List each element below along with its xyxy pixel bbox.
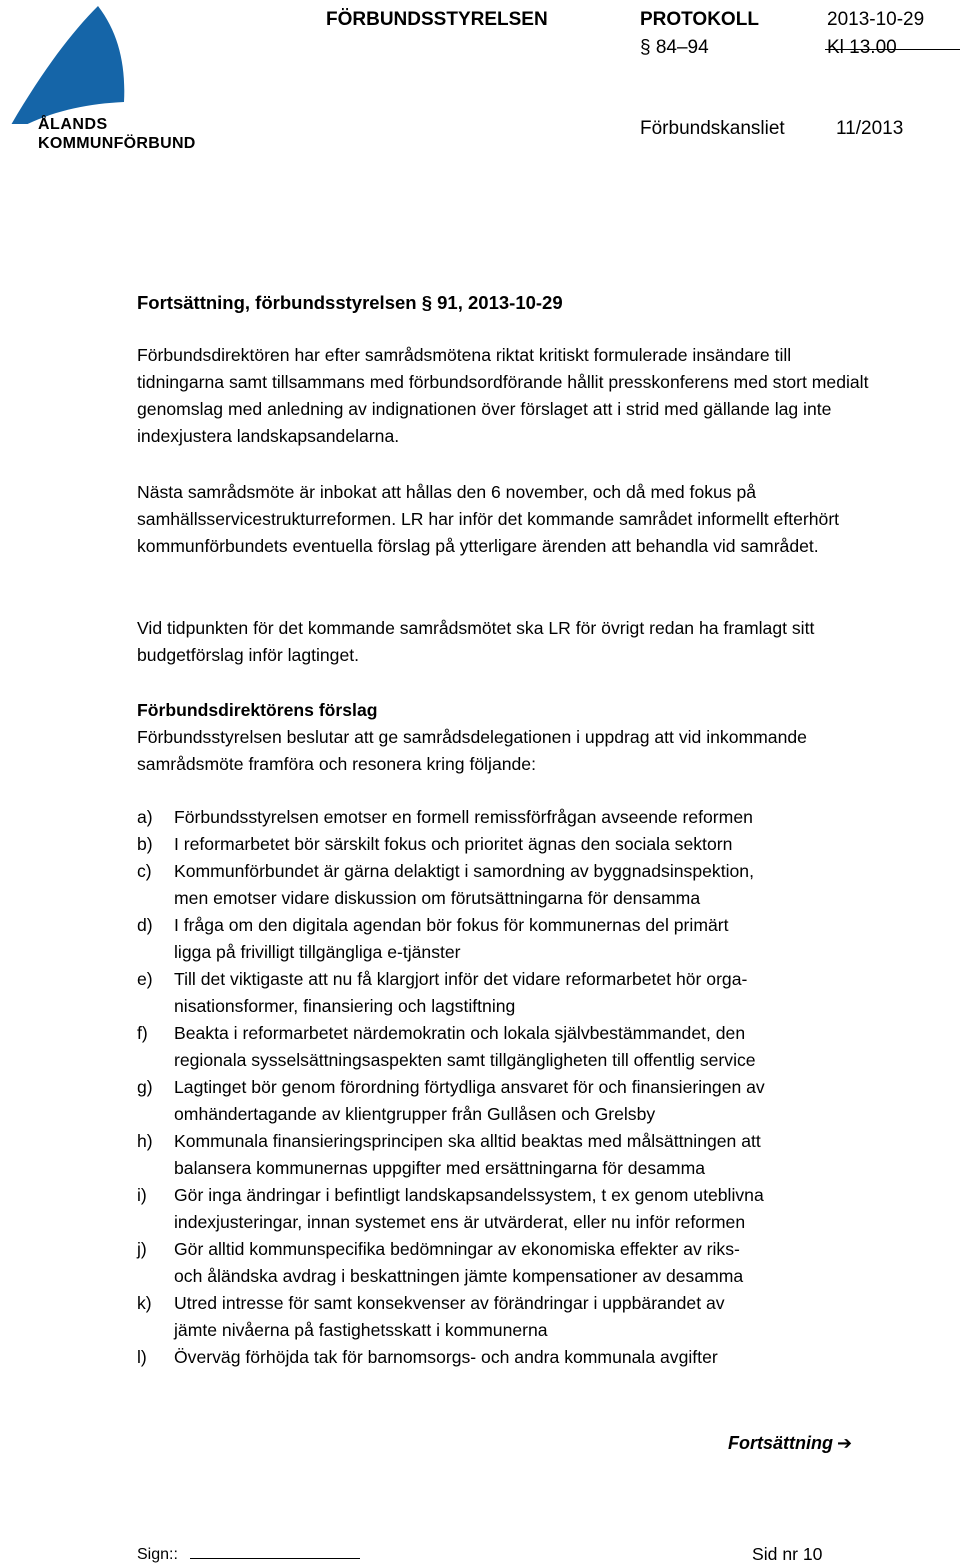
list-marker: f) [137,1023,148,1043]
logo-line-1: ÅLANDS [38,116,108,133]
header-time [827,36,960,60]
paragraph-3: Vid tidpunkten för det kommande samrådsmötet ska LR för övrigt redan ha framlagt sitt budgetförslag inför lagtinget. [137,618,815,665]
list-marker: k) [137,1293,152,1313]
list-item [137,1020,877,1074]
paragraph-1: Förbundsdirektören har efter samrådsmötena riktat kritiskt formulerade insändare till tidningarna samt tillsammans med förbundsordförande hållit presskonferens med stort medialt genomslag med anledning av indignationen över förslaget att i strid med gällande lag inte indexjustera landskapsandelarna. [137,345,869,446]
list-item [137,1344,877,1371]
list-marker: g) [137,1077,153,1097]
header-org: FÖRBUNDSSTYRELSEN [326,9,548,30]
proposal-list [137,804,877,1371]
list-item-text: Beakta i reformarbetet närdemokratin och lokala självbestämmandet, den regionala sysselsättningsaspekten samt tillgängligheten till offentlig service [174,1023,756,1070]
header-doc-type: PROTOKOLL [640,9,759,30]
header-paragraphs: § 84–94 [640,37,709,58]
header-time-text: Kl 13.00 [827,37,897,58]
list-item-text: Kommunala finansieringsprincipen ska alltid beaktas med målsättningen att balansera kommunernas uppgifter med ersättningarna för desamma [174,1131,761,1178]
logo [0,0,210,160]
list-marker: e) [137,969,153,989]
list-marker: c) [137,861,152,881]
list-item-text: Utred intresse för samt konsekvenser av förändringar i uppbärandet av jämte nivåerna på fastighetsskatt i kommunerna [174,1293,725,1340]
list-item [137,1290,877,1344]
signature-line [190,1544,360,1559]
header-office: Förbundskansliet [640,118,785,139]
list-item [137,858,877,912]
list-item-text: I reformarbetet bör särskilt fokus och prioritet ägnas den sociala sektorn [174,834,733,854]
list-item [137,831,877,858]
header-number: 11/2013 [836,118,904,139]
continuation-text: Fortsättning [728,1433,833,1453]
sail-logo-icon [0,4,130,124]
list-item-text: I fråga om den digitala agendan bör fokus för kommunernas del primärt ligga på frivilligt tillgängliga e-tjänster [174,915,729,962]
paragraph-2: Nästa samrådsmöte är inbokat att hållas den 6 november, och då med fokus på samhällsservicestrukturreformen. LR har inför det kommande samrådet informellt efterhört kommunförbundets eventuella förslag på ytterligare ärenden att behandla vid samrådet. [137,482,840,556]
list-marker: a) [137,807,153,827]
list-item [137,1236,877,1290]
list-marker: h) [137,1131,153,1151]
list-item-text: Överväg förhöjda tak för barnomsorgs- och andra kommunala avgifter [174,1347,718,1367]
list-marker: i) [137,1185,147,1205]
signature-field [137,1543,360,1567]
list-item-text: Kommunförbundet är gärna delaktigt i samordning av byggnadsinspektion, men emotser vidare diskussion om förutsättningarna för densamma [174,861,754,908]
list-item-text: Förbundsstyrelsen emotser en formell remissförfrågan avseende reformen [174,807,753,827]
list-item-text: Till det viktigaste att nu få klargjort inför det vidare reformarbetet hör orga- nisationsformer, finansiering och lagstiftning [174,969,748,1016]
page-number: Sid nr 10 [752,1544,823,1564]
signature-label: Sign:: [137,1546,178,1563]
proposal-intro: Förbundsstyrelsen beslutar att ge samrådsdelegationen i uppdrag att vid inkommande samrådsmöte framföra och resonera kring följande: [137,727,807,774]
proposal-heading: Förbundsdirektörens förslag [137,700,378,720]
list-item [137,1128,877,1182]
list-item-text: Gör inga ändringar i befintligt landskapsandelssystem, t ex genom uteblivna indexjusteringar, innan systemet ens är utvärderat, eller nu inför reformen [174,1185,764,1232]
list-item [137,804,877,831]
list-item [137,1182,877,1236]
list-marker: l) [137,1347,147,1367]
header-date: 2013-10-29 [827,9,925,30]
list-item [137,1074,877,1128]
list-marker: j) [137,1239,147,1259]
list-marker: b) [137,834,153,854]
list-item-text: Gör alltid kommunspecifika bedömningar av ekonomiska effekter av riks- och åländska avdrag i beskattningen jämte kompensationer av desamma [174,1239,744,1286]
list-marker: d) [137,915,153,935]
list-item [137,966,877,1020]
list-item [137,912,877,966]
logo-line-2: KOMMUNFÖRBUND [38,135,196,152]
section-title: Fortsättning, förbundsstyrelsen § 91, 2013-10-29 [137,292,563,313]
continuation-note [728,1430,852,1457]
arrow-right-icon: ➔ [837,1433,853,1453]
list-item-text: Lagtinget bör genom förordning förtydliga ansvaret för och finansieringen av omhändertagande av klientgrupper från Gullåsen och Grelsby [174,1077,765,1124]
